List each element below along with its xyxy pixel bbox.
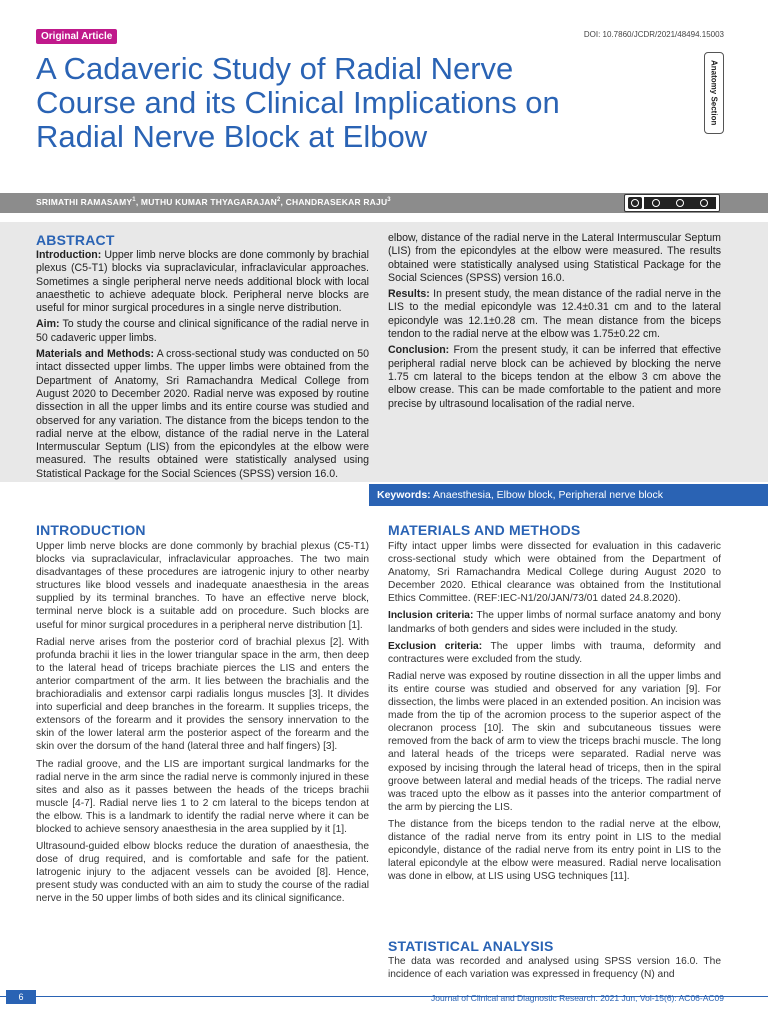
introduction-body: [36, 540, 369, 986]
paragraph: Fifty intact upper limbs were dissected for evaluation in this cadaveric cross-sectional study which were obtained from the Department of Anatomy, Sri Ramachandra Medical College during August 2020 to December 2020. Ethical clearance was obtained from the Institutional Ethics Committee. (REF:IEC-N1/20/JAN/73/01 dated 24.8.2020).: [388, 541, 721, 605]
cc-icon: [628, 197, 642, 209]
article-type-badge: Original Article: [36, 29, 117, 44]
journal-citation: Journal of Clinical and Diagnostic Research. 2021 Jun, Vol-15(6): AC06-AC09: [431, 993, 724, 1003]
methods-body: [388, 540, 721, 934]
keywords: Keywords: Anaesthesia, Elbow block, Peripheral nerve block: [377, 489, 663, 501]
abstract-methods: Materials and Methods: A cross-sectional study was conducted on 50 intact dissected upper limbs. The upper limbs were obtained from the Department of Anatomy, Sri Ramachandra Medical College from August 2020 to December 2020. Radial nerve was exposed by routine dissection in all the upper limbs and its entire course was studied and observed for any variation. The distance from the biceps tendon to the radial nerve at the elbow, distance of the radial nerve in the Lateral Intermuscular Septum (LIS) from the epicondyles at the elbow were measured. The results obtained were statistically analysed using Statistical Package for the Social Sciences (SPSS) version 16.0.: [36, 348, 369, 480]
paragraph: The distance from the biceps tendon to the radial nerve at the elbow, distance of the radial nerve from its entry point in LIS to the medial epicondyle, distance of the radial nerve from its entry point in LIS to the lateral epicondyle at the elbow were measured. Radial nerve localisation was done in elbow, at LIS using USG techniques [11].: [388, 818, 721, 883]
abstract-right-column: [388, 232, 721, 472]
paragraph: The data was recorded and analysed using SPSS version 16.0. The incidence of each variation was expressed in frequency (N) and: [388, 956, 721, 981]
paragraph: Radial nerve was exposed by routine dissection in all the upper limbs and its entire course was studied and observed for any variation [9]. For dissection, the limbs were placed in an extended position. An incision was made from the tip of the acromion process to the superior aspect of the olecranon process [10]. The skin and subcutaneous tissues were removed from the back of arm to view the triceps brachi muscle. The long and lateral heads of the triceps were separated. Radial nerve was exposed by incising through the lateral head of triceps, then in the spiral groove between lateral and medial heads of the triceps. The radial nerve was traced upto the elbow as it passes into the anterior compartment of the arm by piercing the LIS.: [388, 670, 721, 813]
article-title: A Cadaveric Study of Radial Nerve Course and its Clinical Implications on Radial Nerve Block at Elbow: [36, 51, 560, 154]
page-number: 6: [6, 990, 36, 1004]
abstract-introduction: Introduction: Upper limb nerve blocks are done commonly by brachial plexus (C5-T1) blocks via supraclavicular, infraclavicular approaches. Sometimes a single peripheral nerve needs additional block with local anaesthetic to achieve adequate block. Peripheral nerve blocks are useful for minor surgical procedures in a single nerve distribution.: [36, 249, 369, 315]
affiliation-marker: 1: [132, 197, 136, 204]
statistical-analysis-body: [388, 955, 721, 985]
abstract-methods-cont: elbow, distance of the radial nerve in the Lateral Intermuscular Septum (LIS) from the epicondyles at the elbow were measured. The results obtained were statistically analysed using Statistical Package for the Social Sciences (SPSS) version 16.0.: [388, 232, 721, 284]
paragraph: Ultrasound-guided elbow blocks reduce the duration of anaesthesia, the dose of drug required, and is comfortable and safe for the patient. Iatrogenic injury to the adjacent vessels can be avoided [8]. Hence, present study was conducted with an aim to study the course of the radial nerve in the 50 upper limbs of both sides and its clinical significance.: [36, 841, 369, 905]
abstract-results: Results: In present study, the mean distance of the radial nerve in the LIS to the medial epicondyle was 12.4±0.31 cm and to the lateral epicondyle was 12.1±0.28 cm. The mean distance from the biceps tendon to the radial nerve at the elbow was 1.75±0.22 cm.: [388, 288, 721, 341]
author-name[interactable]: , MUTHU KUMAR THYAGARAJAN: [135, 197, 277, 207]
statistical-analysis-heading: STATISTICAL ANALYSIS: [388, 938, 554, 954]
author-name[interactable]: SRIMATHI RAMASAMY: [36, 197, 133, 207]
paragraph: Radial nerve arises from the posterior cord of brachial plexus [2]. With profunda brachii it lies in the lower triangular space in the arm, then deep to the lateral head of triceps brachiate pierces the LIS and enters the anterior compartment of the arm. It lies between the brachialis and the brachioradialis and extensor carpi radialis longus muscles [3]. It divides into superficial and deep branches in the forearm. It supplies triceps, the extensors of the forearm and it provides the sensory innervation to the skin of the lower lateral arm the posterior aspect of the forearm and the skin over the dorsum of the hand (lateral three and half fingers) [3].: [36, 636, 369, 753]
introduction-heading: INTRODUCTION: [36, 522, 146, 538]
section-tab: [704, 52, 724, 134]
methods-heading: MATERIALS AND METHODS: [388, 522, 581, 538]
exclusion-criteria: Exclusion criteria: The upper limbs with trauma, deformity and contractures were excluded from the study.: [388, 640, 721, 665]
affiliation-marker: 3: [387, 197, 391, 204]
section-label: Anatomy Section: [709, 60, 719, 126]
doi-link[interactable]: DOI: 10.7860/JCDR/2021/48494.15003: [583, 30, 724, 39]
author-list: [36, 197, 391, 207]
author-name[interactable]: , CHANDRASEKAR RAJU: [280, 197, 388, 207]
cc-by-nc-nd-icon[interactable]: [624, 194, 720, 212]
abstract-conclusion: Conclusion: From the present study, it can be inferred that effective peripheral radial nerve block can be achieved by blocking the nerve 1.75 cm lateral to the biceps tendon at the elbow 3 cm above the elbow crease. This can be made comfortable to the patient and more precise by ultrasound localisation of the radial nerve.: [388, 344, 721, 410]
license-terms-icon: [644, 197, 716, 209]
paragraph: The radial groove, and the LIS are important surgical landmarks for the radial nerve in the arm since the radial nerve is commonly injured in these sites and also as it passes between the heads of the triceps brachii muscle [4-7]. Radial nerve lies 1 to 2 cm lateral to the biceps tendon at the elbow. This is a landmark to identify the radial nerve where it can be blocked to achieve sensory anaesthesia in the area supplied by it [1].: [36, 758, 369, 835]
abstract-aim: Aim: To study the course and clinical significance of the radial nerve in 50 cadaveric upper limbs.: [36, 318, 369, 344]
abstract-heading: ABSTRACT: [36, 232, 115, 248]
inclusion-criteria: Inclusion criteria: The upper limbs of normal surface anatomy and bony landmarks of both genders and sides were included in the study.: [388, 610, 721, 635]
affiliation-marker: 2: [276, 197, 281, 204]
paragraph: Upper limb nerve blocks are done commonly by brachial plexus (C5-T1) blocks via supraclavicular, infraclavicular approaches. The two main disadvantages of these procedures are iatrogenic injury to other nearby structures like blood vessels and inadequate anaesthesia in the areas supplied by its terminal branches. To have an effective nerve block, terminal nerve block is a suitable add on procedure. Such blocks are useful for minor surgical procedures in a peripheral nerve distribution [1].: [36, 541, 369, 631]
abstract-left-column: [36, 249, 369, 480]
